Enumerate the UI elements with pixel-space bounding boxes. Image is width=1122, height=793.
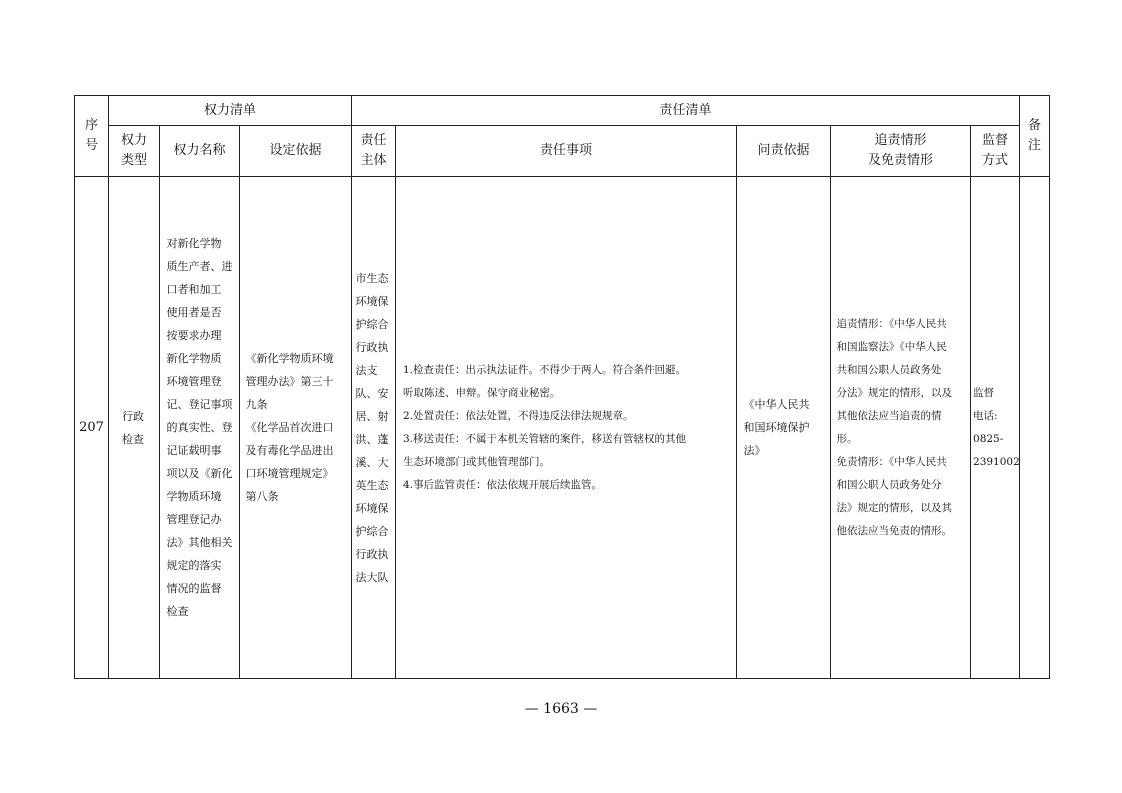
header-seq: 序 号: [75, 96, 109, 177]
cell-seq: 207: [75, 177, 109, 679]
header-pursuit: 追责情形 及免责情形: [831, 126, 971, 177]
header-supervision: 监督 方式: [971, 126, 1020, 177]
header-remarks: 备 注: [1020, 96, 1050, 177]
cell-supervision: 监督 电话: 0825- 2391002: [971, 177, 1020, 679]
header-basis: 设定依据: [240, 126, 352, 177]
cell-matters: 1.检查责任：出示执法证件。不得少于两人。符合条件回避。 听取陈述、申辩。保守商业秘密。 2.处置责任：依法处置，不得违反法律法规规章。 3.移送责任：不属于本机关管辖的案件，移送有管辖权的其他 生态环境部门或其他管理部门。 4.事后监管责任：依法依规开展后续监管。: [396, 177, 737, 679]
cell-subject: 市生态 环境保 护综合 行政执 法支 队、安 居、射 洪、蓬 溪、大 英生态 环境保 护综合 行政执 法大队: [352, 177, 396, 679]
power-responsibility-table: [74, 95, 1050, 679]
header-subject: 责任 主体: [352, 126, 396, 177]
header-power-type: 权力 类型: [109, 126, 160, 177]
header-responsibility-list: 责任清单: [352, 96, 1020, 126]
cell-power-type: 行政 检查: [109, 177, 160, 679]
table-row: [75, 177, 1050, 679]
cell-pursuit: 追责情形：《中华人民共 和国监察法》《中华人民 共和国公职人员政务处 分法》规定的情形，以及 其他依法应当追责的情 形。 免责情形：《中华人民共 和国公职人员政务处分 法》规定的情形，以及其 他依法应当免责的情形。: [831, 177, 971, 679]
cell-power-name: 对新化学物 质生产者、进 口者和加工 使用者是否 按要求办理 新化学物质 环境管理登 记、登记事项 的真实性、登 记证载明事 项以及《新化 学物质环境 管理登记办 法》其他相关 规定的落实 情况的监督 检查: [160, 177, 240, 679]
header-matters: 责任事项: [396, 126, 737, 177]
header-accountability-basis: 问责依据: [737, 126, 831, 177]
page-number: — 1663 —: [524, 701, 598, 717]
header-power-list: 权力清单: [109, 96, 352, 126]
header-power-name: 权力名称: [160, 126, 240, 177]
cell-basis: 《新化学物质环境 管理办法》第三十 九条 《化学品首次进口 及有毒化学品进出 口环境管理规定》 第八条: [240, 177, 352, 679]
cell-accountability-basis: 《中华人民共 和国环境保护 法》: [737, 177, 831, 679]
cell-remarks: [1020, 177, 1050, 679]
